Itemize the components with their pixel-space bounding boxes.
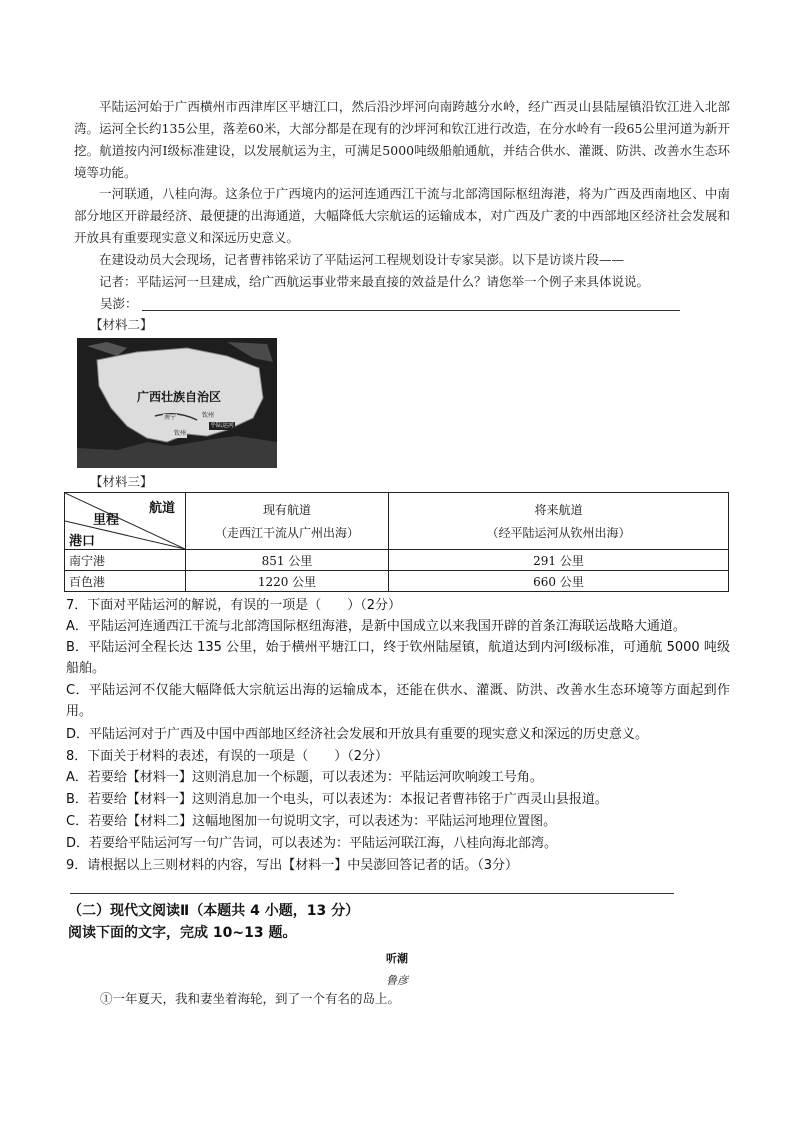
map-title: 广西壮族自治区 [137, 390, 222, 404]
question-8-option-c: C．若要给【材料二】这幅地图加一句说明文字，可以表述为：平陆运河地理位置图。 [66, 814, 557, 829]
future-route-title: 将来航道 [534, 503, 583, 517]
question-8-option-b: B．若要给【材料一】这则消息加一个电头，可以表述为：本报记者曹祎铭于广西灵山县报道。 [66, 792, 608, 807]
interview-answer-label: 吴澎： [100, 296, 138, 311]
route-comparison-table [64, 492, 729, 592]
material2-label: 【材料二】 [90, 317, 153, 332]
question-9: 9．请根据以上三则材料的内容，写出【材料一】中吴澎回答记者的话。（3分） [66, 858, 519, 873]
question-7-option-b: B．平陆运河全程长达 135 公里，始于横州平塘江口，终于钦州陆屋镇，航道达到内河Ⅰ级标准，可通航 5000 吨级船舶。 [66, 640, 730, 676]
question-7-option-d: D．平陆运河对于广西及中国中西部地区经济社会发展和开放具有重要的现实意义和深远的历史意义。 [66, 727, 649, 742]
future-route-subtitle: （经平陆运河从钦州出海） [486, 526, 631, 540]
question-7: 7．下面对平陆运河的解说，有误的一项是（ ）（2分） [66, 598, 402, 613]
header-distance: 里程 [93, 513, 120, 528]
map-label-qinzhou-north: 钦州 [202, 412, 215, 419]
material3-label: 【材料三】 [90, 474, 153, 489]
future-distance: 291 公里 [389, 550, 729, 571]
article-title: 听潮 [386, 952, 408, 965]
article-paragraph-1: ①一年夏天，我和妻坐着海轮，到了一个有名的岛上。 [100, 991, 401, 1006]
current-route-title: 现有航道 [262, 503, 311, 517]
question-7-option-a: A．平陆运河连通西江干流与北部湾国际枢纽海港，是新中国成立以来我国开辟的首条江海联运战略大通道。 [66, 619, 686, 634]
port-name: 百色港 [65, 571, 186, 592]
q9-answer-line[interactable] [70, 893, 674, 894]
material1-paragraph-1: 平陆运河始于广西横州市西津库区平塘江口，然后沿沙坪河向南跨越分水岭，经广西灵山县陆屋镇沿钦江进入北部湾。运河全长约135公里，落差60米，大部分都是在现有的沙坪河和钦江进行改造，在分水岭有一段65公里河道为新开挖。航道按内河Ⅰ级标准建设，以发展航运为主，可满足5000吨级船舶通航，并结合供水、灌溉、防洪、改善水生态环境等功能。 [74, 99, 730, 180]
table-row [65, 550, 729, 571]
material1-paragraph-2: 一河联通，八桂向海。这条位于广西境内的运河连通西江干流与北部湾国际枢纽海港，将为广西及西南地区、中南部分地区开辟最经济、最便捷的出海通道，大幅降低大宗航运的运输成本，对广西及广袤的中西部地区经济社会发展和开放具有重要现实意义和深远历史意义。 [74, 186, 730, 245]
map-label-nanning: 南宁 [164, 414, 177, 421]
table-row [65, 571, 729, 592]
current-distance: 1220 公里 [186, 571, 389, 592]
table-diagonal-header [65, 493, 186, 550]
section-heading: （二）现代文阅读Ⅱ（本题共 4 小题，13 分） [68, 903, 360, 919]
question-7-option-c: C．平陆运河不仅能大幅降低大宗航运出海的运输成本，还能在供水、灌溉、防洪、改善水生态环境等方面起到作用。 [66, 683, 730, 719]
map-label-canal: 平陆运河 [210, 422, 235, 429]
canal-location-map [77, 338, 277, 468]
header-channel: 航道 [148, 501, 175, 516]
port-name: 南宁港 [65, 550, 186, 571]
question-8-option-a: A．若要给【材料一】这则消息加一个标题，可以表述为：平陆运河吹响竣工号角。 [66, 770, 543, 785]
question-8: 8．下面关于材料的表述，有误的一项是（ ）（2分） [66, 749, 389, 764]
future-distance: 660 公里 [389, 571, 729, 592]
section-instruction: 阅读下面的文字，完成 10~13 题。 [68, 925, 297, 941]
article-author: 鲁彦 [386, 974, 408, 987]
current-route-subtitle: （走西江干流从广州出海） [214, 526, 359, 540]
answer-blank-line[interactable] [142, 310, 680, 311]
current-distance: 851 公里 [186, 550, 389, 571]
material1-paragraph-3: 在建设动员大会现场，记者曹祎铭采访了平陆运河工程规划设计专家吴澎。以下是访谈片段—— [99, 252, 625, 267]
header-future-route [389, 493, 729, 550]
header-current-route [186, 493, 389, 550]
header-port: 港口 [69, 534, 96, 549]
question-8-option-d: D．若要给平陆运河写一句广告词，可以表述为：平陆运河联江海，八桂向海北部湾。 [66, 836, 558, 851]
interview-question: 记者：平陆运河一旦建成，给广西航运事业带来最直接的效益是什么？请您举一个例子来具体说说。 [99, 274, 650, 289]
map-label-qinzhou: 钦州 [174, 430, 187, 437]
